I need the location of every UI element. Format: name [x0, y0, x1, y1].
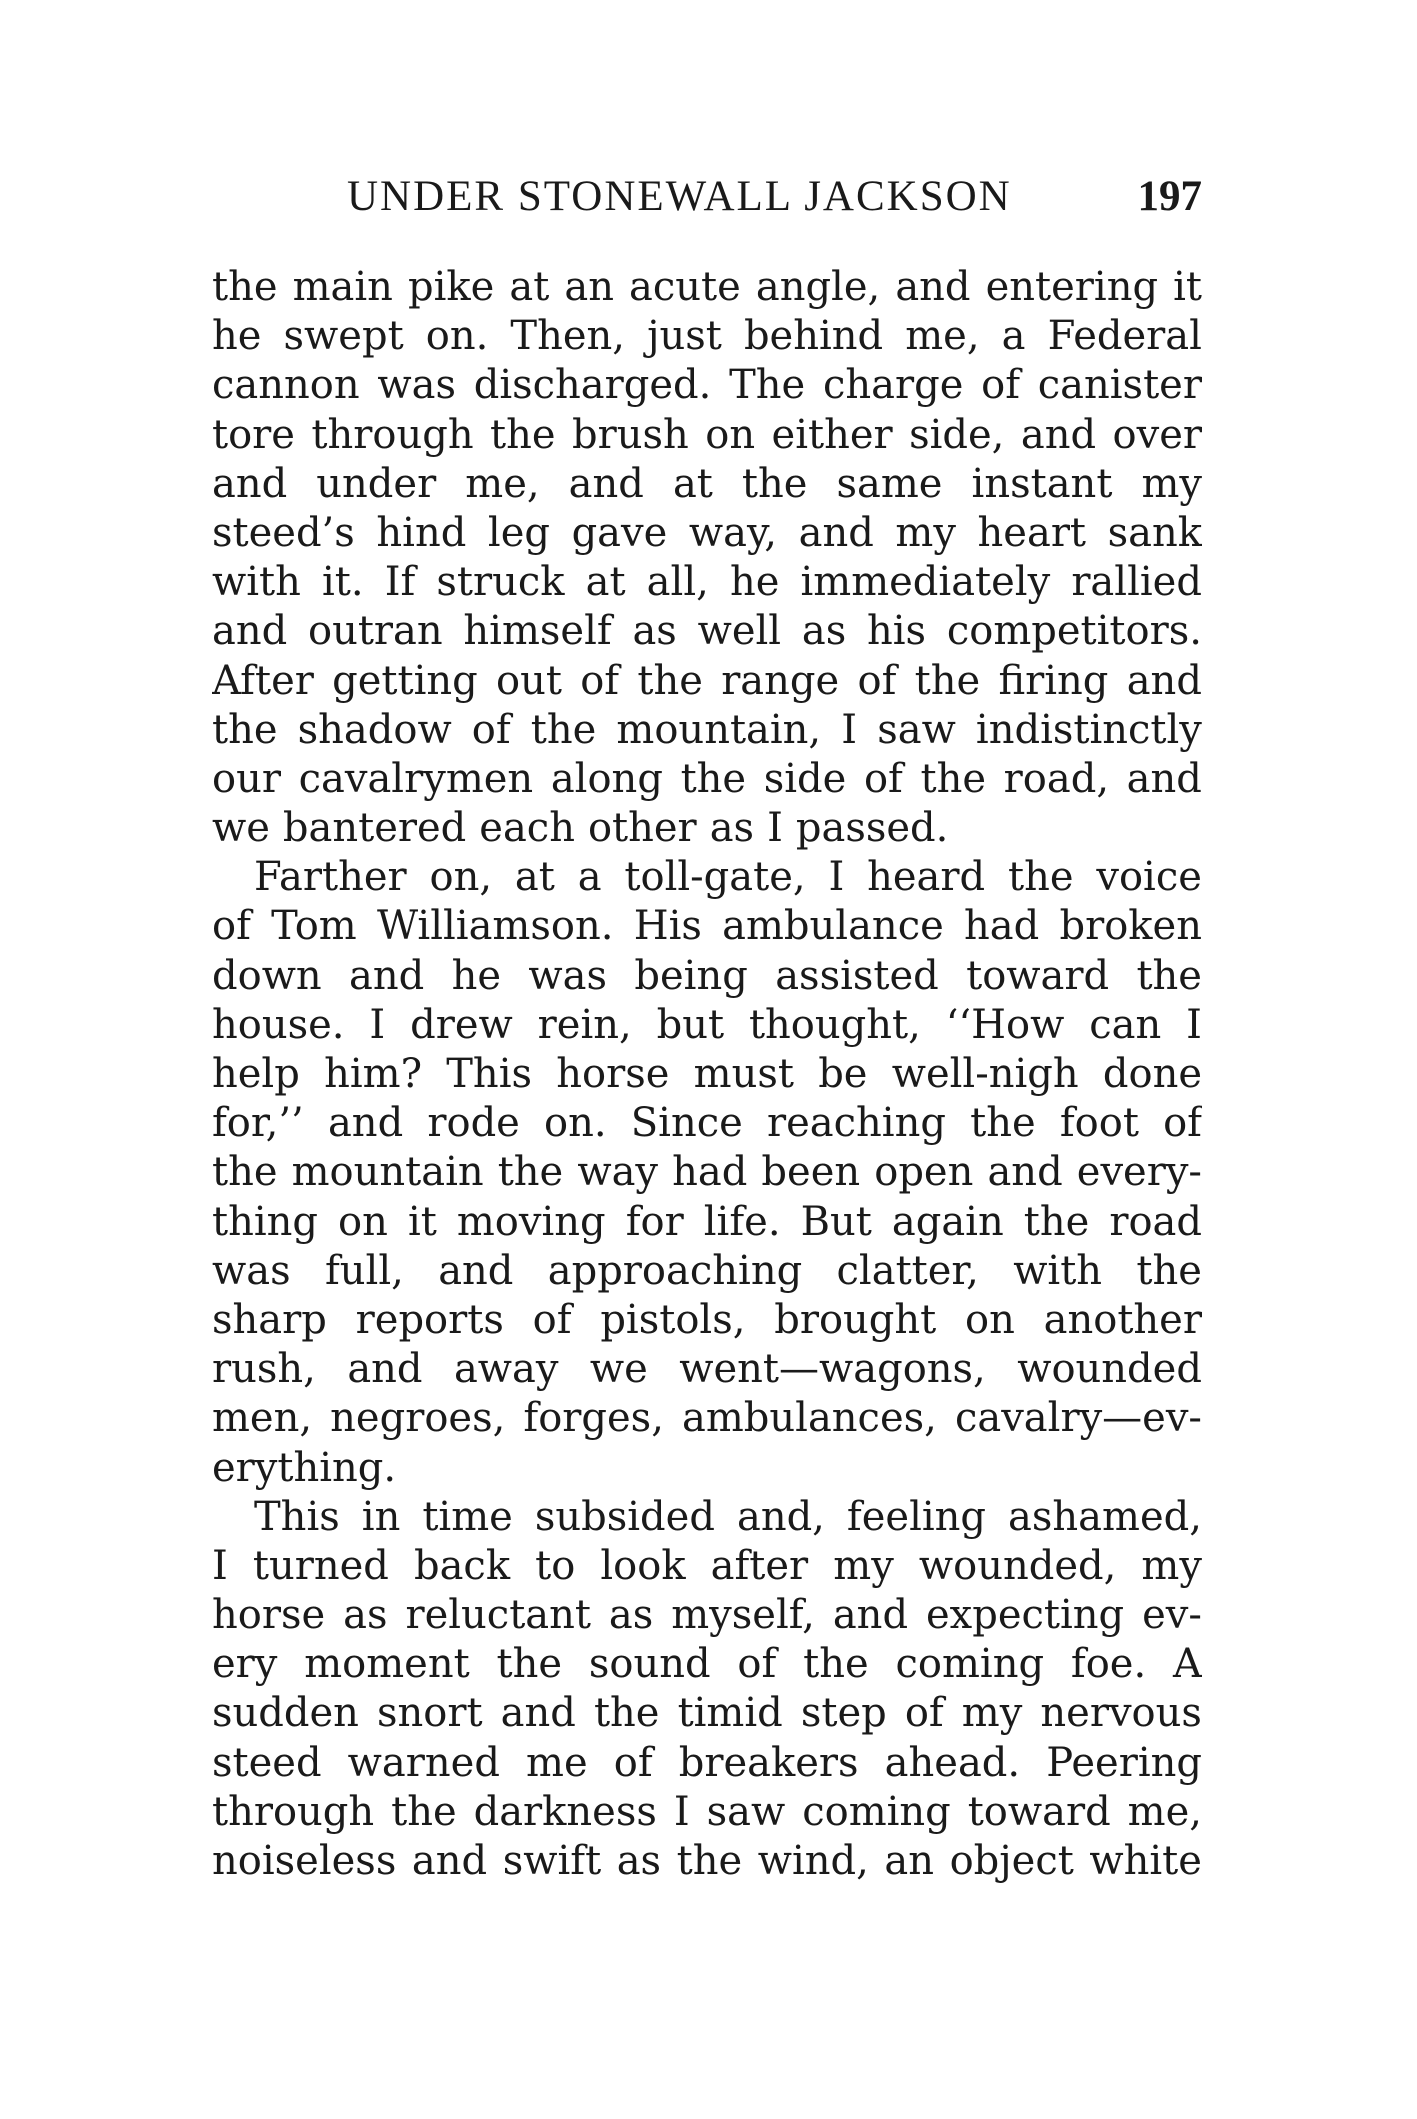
text-line: and under me, and at the same instant my	[212, 460, 1202, 507]
text-line: I turned back to look after my wounded, my	[212, 1542, 1202, 1589]
text-line: cannon was discharged. The charge of canister	[212, 362, 1202, 409]
text-line: horse as reluctant as myself, and expecting ev-	[212, 1592, 1202, 1639]
text-line: This in time subsided and, feeling ashamed,	[254, 1493, 1202, 1540]
text-line: for,’’ and rode on. Since reaching the foot of	[212, 1100, 1202, 1147]
text-line: After getting out of the range of the firing and	[212, 657, 1202, 704]
text-line: ery moment the sound of the coming foe. A	[212, 1641, 1202, 1688]
text-line: house. I drew rein, but thought, ‘‘How can I	[212, 1001, 1202, 1048]
text-line: our cavalrymen along the side of the road, and	[212, 755, 1202, 802]
text-line: we bantered each other as I passed.	[212, 805, 949, 852]
page-number: 197	[1137, 173, 1202, 220]
text-line: rush, and away we went—wagons, wounded	[212, 1346, 1202, 1393]
text-line: men, negroes, forges, ambulances, cavalry—ev-	[212, 1395, 1202, 1442]
text-line: tore through the brush on either side, and over	[212, 411, 1202, 458]
text-line: with it. If struck at all, he immediately rallied	[212, 559, 1202, 606]
text-line: through the darkness I saw coming toward me,	[212, 1788, 1202, 1835]
text-line: the main pike at an acute angle, and entering it	[212, 264, 1202, 310]
text-line: sudden snort and the timid step of my nervous	[212, 1690, 1202, 1737]
text-line: was full, and approaching clatter, with the	[212, 1247, 1202, 1294]
text-line: of Tom Williamson. His ambulance had broken	[212, 903, 1202, 950]
text-line: steed warned me of breakers ahead. Peering	[212, 1739, 1202, 1786]
text-line: steed’s hind leg gave way, and my heart sank	[212, 509, 1202, 556]
text-line: thing on it moving for life. But again the road	[212, 1198, 1202, 1245]
body-text	[212, 263, 1202, 1886]
text-line: sharp reports of pistols, brought on another	[212, 1296, 1202, 1343]
text-line: the shadow of the mountain, I saw indistinctly	[212, 706, 1202, 753]
text-line: and outran himself as well as his competitors.	[212, 608, 1202, 655]
page-header	[212, 168, 1202, 228]
text-line: help him? This horse must be well-nigh done	[212, 1051, 1202, 1097]
text-line: noiseless and swift as the wind, an object white	[212, 1838, 1202, 1884]
text-line: the mountain the way had been open and every-	[212, 1149, 1202, 1196]
text-line: down and he was being assisted toward the	[212, 952, 1202, 999]
text-line: he swept on. Then, just behind me, a Federal	[212, 313, 1202, 360]
text-line: Farther on, at a toll-gate, I heard the voice	[254, 854, 1202, 901]
running-head: UNDER STONEWALL JACKSON	[347, 173, 1012, 220]
text-line: erything.	[212, 1444, 397, 1491]
